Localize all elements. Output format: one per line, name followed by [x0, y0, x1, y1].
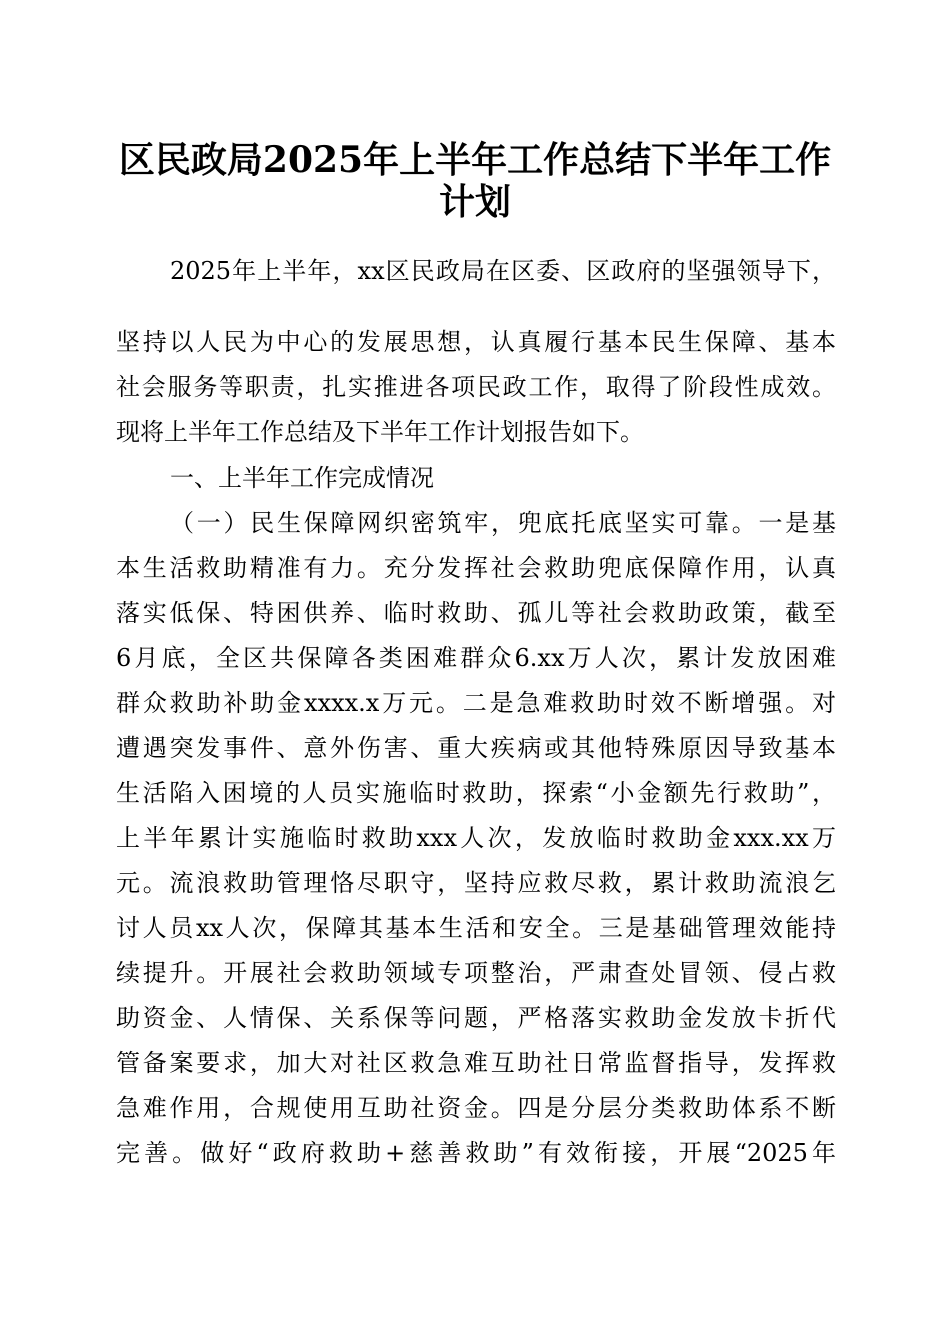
body-line: 生活陷入困境的人员实施临时救助，探索“小金额先行救助”，: [116, 779, 836, 807]
subsection-heading: （一）民生保障网织密筑牢，兜底托底坚实可靠。: [170, 509, 759, 537]
body-line: 落实低保、特困供养、临时救助、孤儿等社会救助政策，截至: [116, 599, 836, 627]
body-line: 急难作用，合规使用互助社资金。四是分层分类救助体系不断: [116, 1094, 836, 1122]
intro-line: 坚持以人民为中心的发展思想，认真履行基本民生保障、基本: [116, 328, 836, 356]
body-line: 续提升。开展社会救助领域专项整治，严肃查处冒领、侵占救: [116, 959, 836, 987]
document-title-line-2: 计划: [438, 181, 511, 223]
intro-line: 社会服务等职责，扎实推进各项民政工作，取得了阶段性成效。: [116, 373, 836, 401]
document-title-line-1: 区民政局2025年上半年工作总结下半年工作: [118, 139, 832, 181]
intro-line: 现将上半年工作总结及下半年工作计划报告如下。: [116, 418, 644, 446]
section-first-line: [170, 509, 836, 537]
intro-line: 2025年上半年，xx区民政局在区委、区政府的坚强领导下，: [170, 257, 836, 285]
body-line: 管备案要求，加大对社区救急难互助社日常监督指导，发挥救: [116, 1049, 836, 1077]
body-line: 完善。做好“政府救助+慈善救助”有效衔接，开展“2025年: [116, 1139, 836, 1167]
body-line: 上半年累计实施临时救助xxx人次，发放临时救助金xxx.xx万: [116, 824, 836, 852]
body-text: 一是基: [758, 509, 836, 537]
section-heading: 一、上半年工作完成情况: [170, 464, 434, 492]
body-line: 遭遇突发事件、意外伤害、重大疾病或其他特殊原因导致基本: [116, 734, 836, 762]
body-line: 助资金、人情保、关系保等问题，严格落实救助金发放卡折代: [116, 1004, 836, 1032]
body-line: 6月底，全区共保障各类困难群众6.xx万人次，累计发放困难: [116, 644, 836, 672]
body-line: 群众救助补助金xxxx.x万元。二是急难救助时效不断增强。对: [116, 689, 836, 717]
body-line: 元。流浪救助管理恪尽职守，坚持应救尽救，累计救助流浪乞: [116, 869, 836, 897]
body-line: 讨人员xx人次，保障其基本生活和安全。三是基础管理效能持: [116, 914, 836, 942]
body-line: 本生活救助精准有力。充分发挥社会救助兜底保障作用，认真: [116, 554, 836, 582]
